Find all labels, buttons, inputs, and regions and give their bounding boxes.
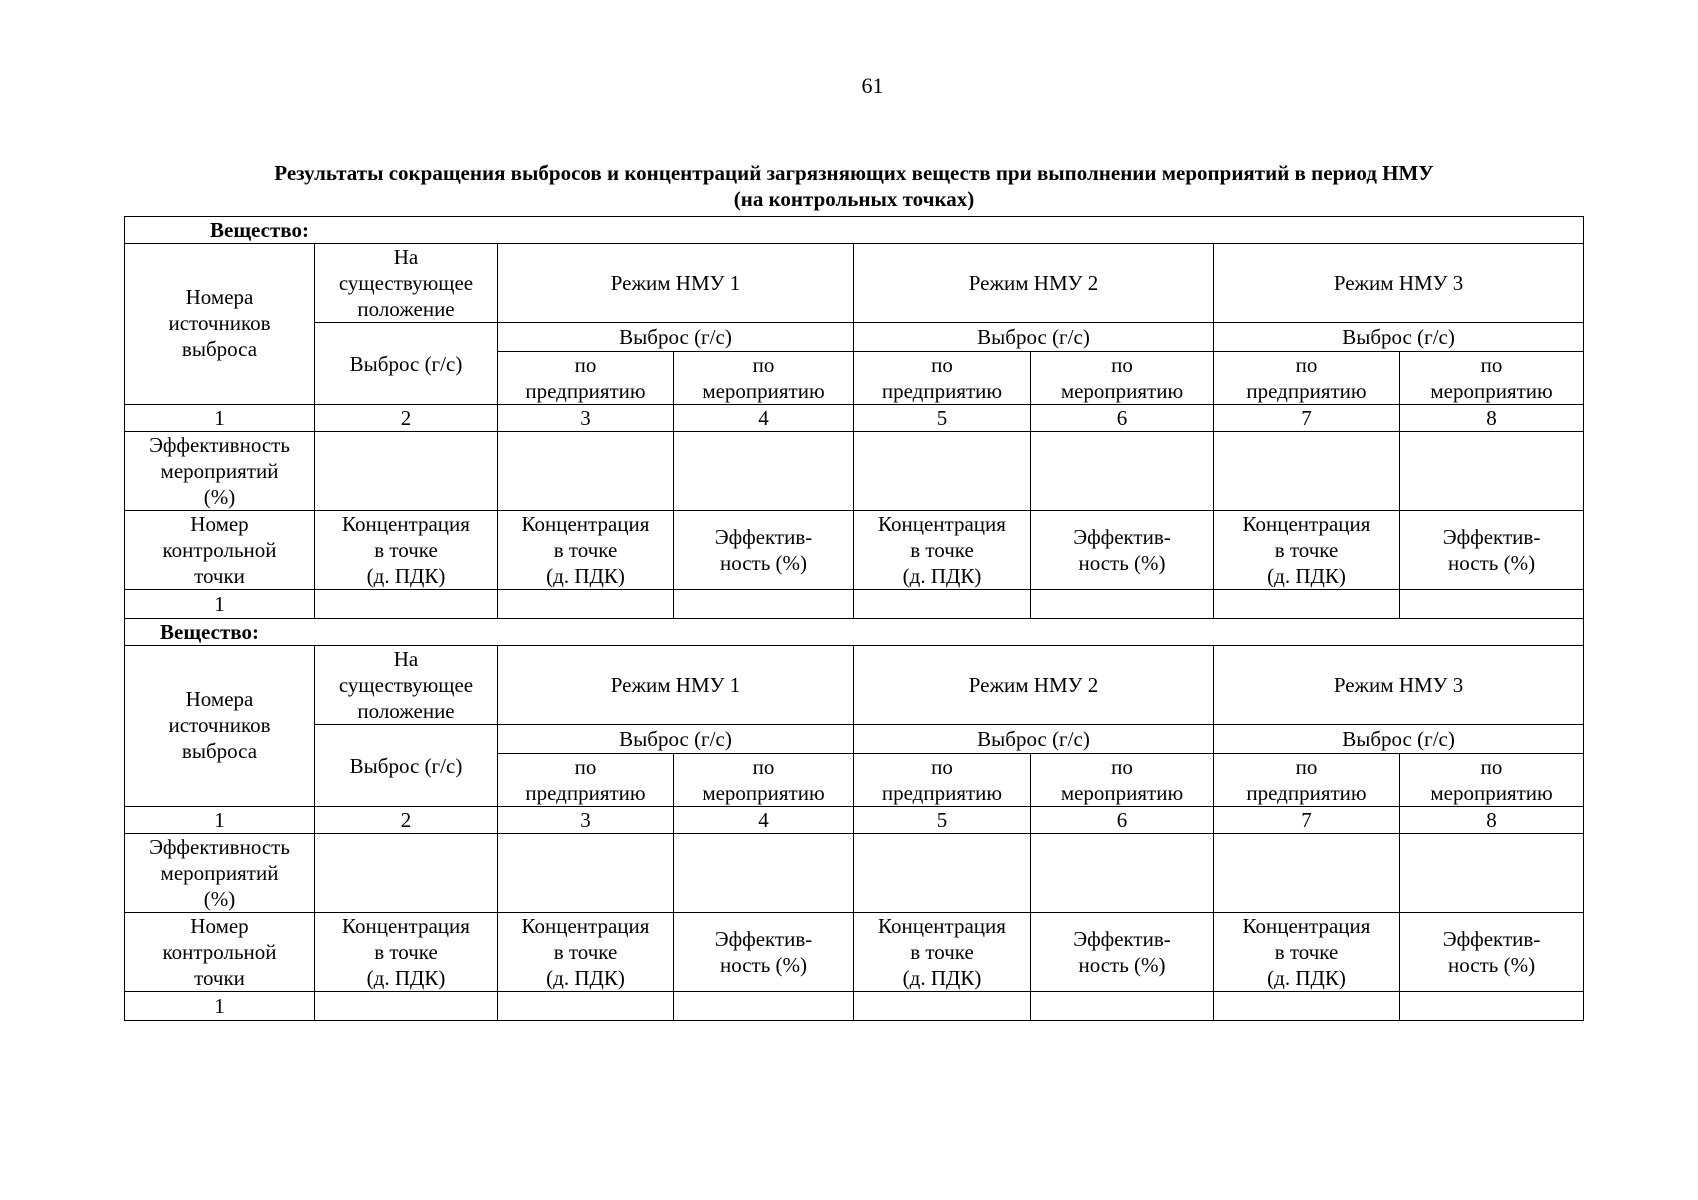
effect-label — [674, 511, 854, 590]
title-line-1: Результаты сокращения выбросов и концентраций загрязняющих веществ при выполнении мероприятий в период НМУ — [274, 161, 1434, 185]
empty-cell — [1214, 590, 1400, 619]
effect-label — [1031, 511, 1214, 590]
column-number: 6 — [1031, 405, 1214, 432]
title-line-2: (на контрольных точках) — [733, 187, 975, 211]
empty-cell — [674, 432, 854, 511]
empty-cell — [315, 992, 498, 1021]
stacked-text: по мероприятию — [702, 755, 825, 805]
document-title — [124, 160, 1584, 212]
concentration-label — [1214, 913, 1400, 992]
emission-existing-header: Выброс (г/с) — [315, 323, 498, 405]
stacked-text: На существующее положение — [338, 245, 474, 321]
control-point-label — [125, 511, 315, 590]
stacked-text: по мероприятию — [1060, 353, 1184, 403]
emission-mode-2-header: Выброс (г/с) — [854, 725, 1214, 754]
concentration-label — [854, 511, 1031, 590]
empty-cell — [1214, 432, 1400, 511]
empty-cell — [854, 590, 1031, 619]
stacked-text: Концентрация в точке (д. ПДК) — [878, 914, 1006, 990]
emission-mode-1-header: Выброс (г/с) — [498, 725, 854, 754]
column-number: 4 — [674, 807, 854, 834]
stacked-text: Номера источников выброса — [168, 687, 271, 763]
efficiency-label — [125, 432, 315, 511]
empty-cell — [1400, 834, 1584, 913]
column-number: 1 — [125, 405, 315, 432]
emission-mode-3-header: Выброс (г/с) — [1214, 323, 1584, 352]
stacked-text: Концентрация в точке (д. ПДК) — [521, 914, 650, 990]
empty-cell — [498, 432, 674, 511]
stacked-text: по предприятию — [1246, 353, 1367, 403]
stacked-text: Концентрация в точке (д. ПДК) — [342, 914, 470, 990]
emission-mode-1-header: Выброс (г/с) — [498, 323, 854, 352]
concentration-label — [315, 511, 498, 590]
empty-cell — [1400, 432, 1584, 511]
substance-label: Вещество: — [125, 217, 1584, 244]
empty-cell — [498, 834, 674, 913]
effect-label — [1400, 511, 1584, 590]
by-enterprise-header — [498, 352, 674, 405]
stacked-text: Номер контрольной точки — [162, 914, 277, 990]
emission-mode-3-header: Выброс (г/с) — [1214, 725, 1584, 754]
by-enterprise-header — [1214, 352, 1400, 405]
mode-1-header: Режим НМУ 1 — [498, 646, 854, 725]
stacked-text: по предприятию — [525, 353, 646, 403]
existing-position-header — [315, 244, 498, 323]
stacked-text: Концентрация в точке (д. ПДК) — [1242, 512, 1371, 588]
empty-cell — [1031, 992, 1214, 1021]
column-number: 2 — [315, 405, 498, 432]
mode-1-header: Режим НМУ 1 — [498, 244, 854, 323]
concentration-label — [498, 913, 674, 992]
stacked-text: по мероприятию — [702, 353, 825, 403]
stacked-text: Эффективность мероприятий (%) — [149, 835, 290, 911]
mode-3-header: Режим НМУ 3 — [1214, 646, 1584, 725]
empty-cell — [1214, 834, 1400, 913]
stacked-text: Эффектив- ность (%) — [1442, 927, 1541, 977]
column-number: 7 — [1214, 405, 1400, 432]
empty-cell — [674, 590, 854, 619]
by-measure-header — [1400, 754, 1584, 807]
by-measure-header — [674, 754, 854, 807]
stacked-text: Эффективность мероприятий (%) — [149, 433, 290, 509]
concentration-label — [1214, 511, 1400, 590]
stacked-text: Эффектив- ность (%) — [714, 927, 813, 977]
empty-cell — [1031, 834, 1214, 913]
stacked-text: по предприятию — [881, 353, 1003, 403]
empty-cell — [1031, 590, 1214, 619]
by-enterprise-header — [854, 352, 1031, 405]
empty-cell — [1400, 992, 1584, 1021]
empty-cell — [498, 590, 674, 619]
mode-3-header: Режим НМУ 3 — [1214, 244, 1584, 323]
effect-label — [1400, 913, 1584, 992]
empty-cell — [854, 432, 1031, 511]
stacked-text: Концентрация в точке (д. ПДК) — [342, 512, 470, 588]
control-point-number: 1 — [125, 590, 315, 619]
stacked-text: по мероприятию — [1430, 353, 1553, 403]
concentration-label — [498, 511, 674, 590]
column-number: 7 — [1214, 807, 1400, 834]
stacked-text: Эффектив- ность (%) — [1073, 927, 1171, 977]
by-measure-header — [1031, 754, 1214, 807]
emission-mode-2-header: Выброс (г/с) — [854, 323, 1214, 352]
empty-cell — [854, 834, 1031, 913]
stacked-text: Эффектив- ность (%) — [1073, 525, 1171, 575]
mode-2-header: Режим НМУ 2 — [854, 646, 1214, 725]
by-measure-header — [1400, 352, 1584, 405]
stacked-text: Концентрация в точке (д. ПДК) — [878, 512, 1006, 588]
empty-cell — [498, 992, 674, 1021]
column-number: 3 — [498, 405, 674, 432]
column-number: 4 — [674, 405, 854, 432]
by-enterprise-header — [1214, 754, 1400, 807]
empty-cell — [854, 992, 1031, 1021]
column-number: 3 — [498, 807, 674, 834]
column-number: 6 — [1031, 807, 1214, 834]
existing-position-header — [315, 646, 498, 725]
effect-label — [674, 913, 854, 992]
empty-cell — [674, 834, 854, 913]
empty-cell — [315, 432, 498, 511]
empty-cell — [1400, 590, 1584, 619]
by-enterprise-header — [854, 754, 1031, 807]
column-number: 5 — [854, 807, 1031, 834]
efficiency-label — [125, 834, 315, 913]
stacked-text: Эффектив- ность (%) — [714, 525, 813, 575]
source-numbers-header — [125, 244, 315, 405]
stacked-text: Концентрация в точке (д. ПДК) — [1242, 914, 1371, 990]
stacked-text: На существующее положение — [338, 647, 474, 723]
empty-cell — [315, 834, 498, 913]
stacked-text: по предприятию — [881, 755, 1003, 805]
stacked-text: Номер контрольной точки — [162, 512, 277, 588]
substance-label: Вещество: — [125, 619, 1584, 646]
stacked-text: по предприятию — [525, 755, 646, 805]
by-enterprise-header — [498, 754, 674, 807]
column-number: 5 — [854, 405, 1031, 432]
results-table — [124, 216, 1584, 1021]
control-point-label — [125, 913, 315, 992]
by-measure-header — [1031, 352, 1214, 405]
empty-cell — [674, 992, 854, 1021]
effect-label — [1031, 913, 1214, 992]
stacked-text: Номера источников выброса — [168, 285, 271, 361]
stacked-text: Эффектив- ность (%) — [1442, 525, 1541, 575]
control-point-number: 1 — [125, 992, 315, 1021]
column-number: 8 — [1400, 405, 1584, 432]
empty-cell — [1031, 432, 1214, 511]
column-number: 1 — [125, 807, 315, 834]
by-measure-header — [674, 352, 854, 405]
empty-cell — [315, 590, 498, 619]
source-numbers-header — [125, 646, 315, 807]
stacked-text: по мероприятию — [1430, 755, 1553, 805]
emission-existing-header: Выброс (г/с) — [315, 725, 498, 807]
mode-2-header: Режим НМУ 2 — [854, 244, 1214, 323]
stacked-text: Концентрация в точке (д. ПДК) — [521, 512, 650, 588]
concentration-label — [854, 913, 1031, 992]
column-number: 8 — [1400, 807, 1584, 834]
stacked-text: по предприятию — [1246, 755, 1367, 805]
empty-cell — [1214, 992, 1400, 1021]
column-number: 2 — [315, 807, 498, 834]
concentration-label — [315, 913, 498, 992]
page-number: 61 — [861, 73, 884, 98]
stacked-text: по мероприятию — [1060, 755, 1184, 805]
